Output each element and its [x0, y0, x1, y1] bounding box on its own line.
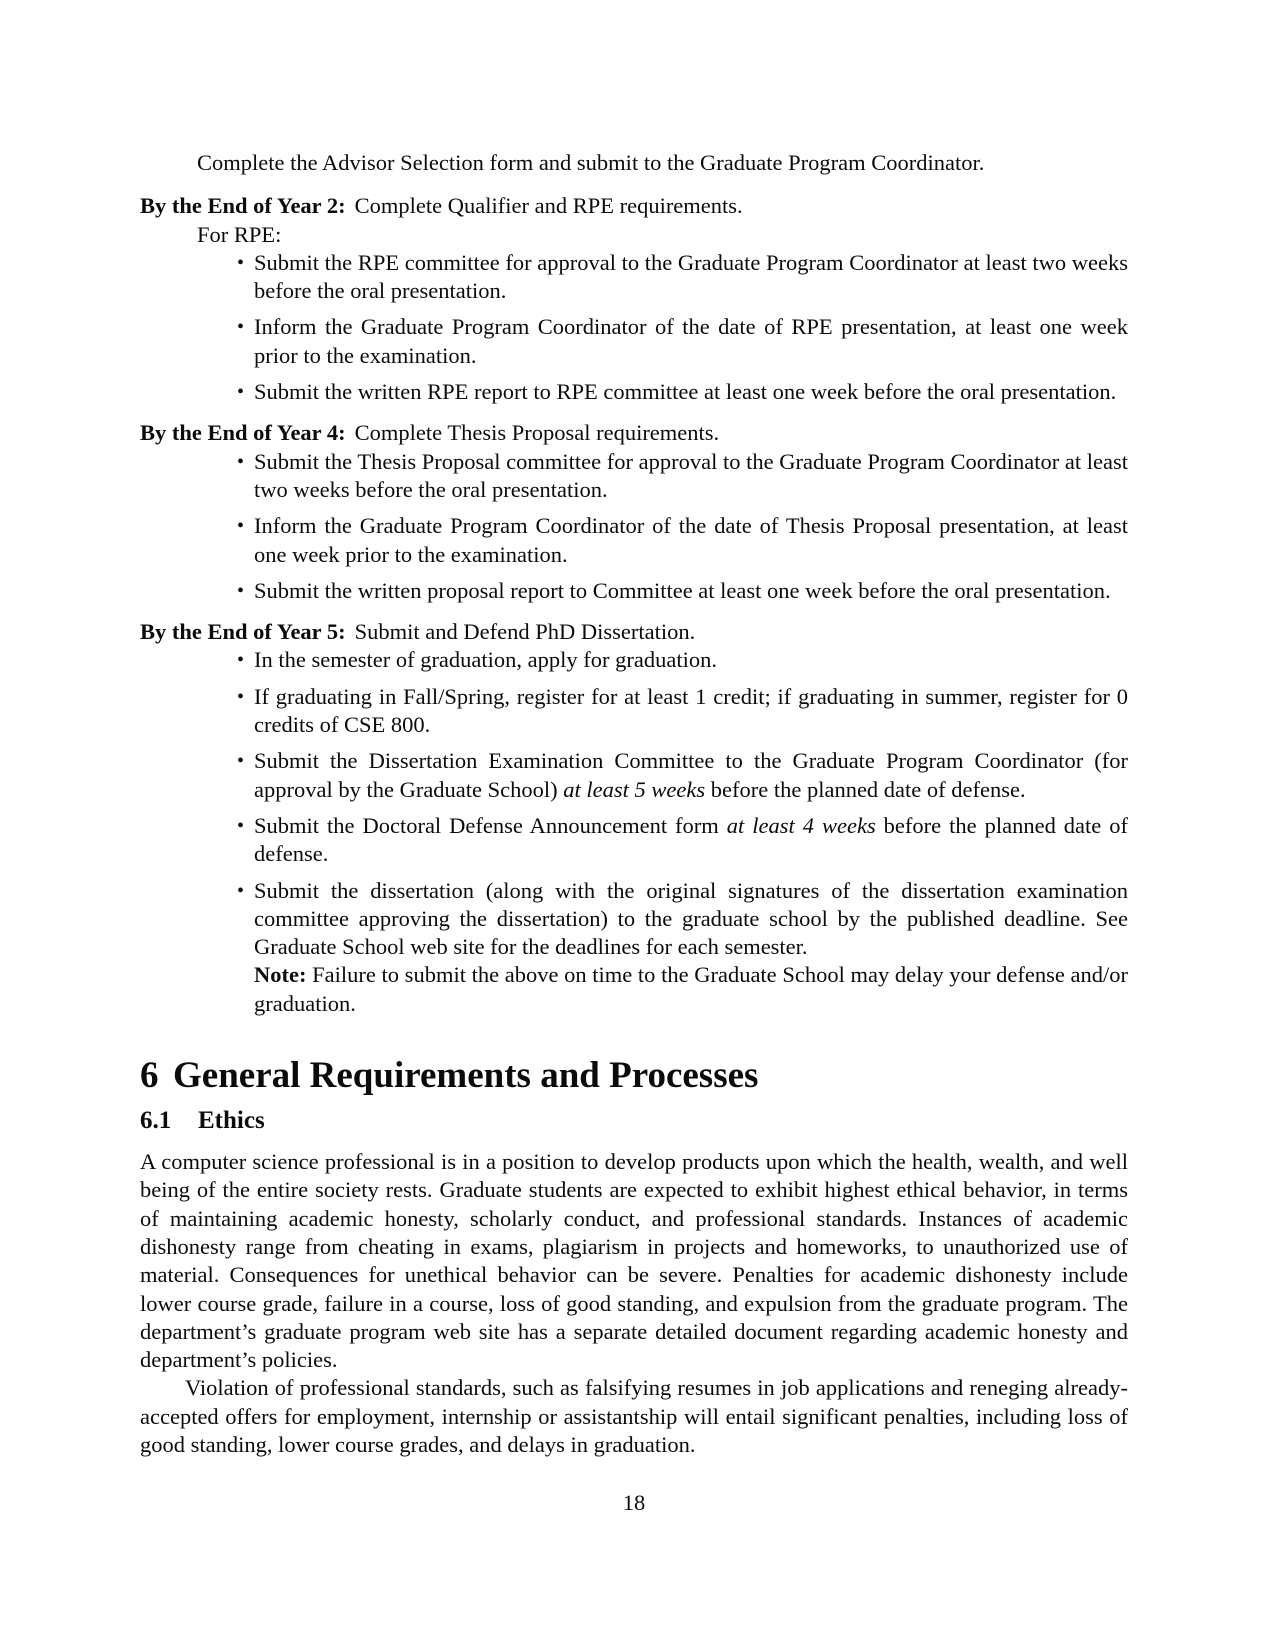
- advisor-selection-text: Complete the Advisor Selection form and submit to the Graduate Program Coordinator.: [197, 150, 985, 175]
- bullet-icon: •: [237, 579, 245, 602]
- bullet-item: [237, 683, 1128, 740]
- bullet-text: before the planned date of defense.: [254, 812, 1128, 867]
- bullet-text: Submit the written RPE report to RPE committee at least one week before the oral presentation.: [254, 379, 1117, 405]
- ethics-paragraph-2: [140, 1374, 1128, 1459]
- bullet-item: [237, 577, 1128, 605]
- milestone-year-5-heading: [140, 618, 1128, 646]
- milestone-year-2-summary: Complete Qualifier and RPE requirements.: [354, 193, 743, 219]
- subsection-number: 6.1: [140, 1107, 172, 1135]
- subsection-title: Ethics: [198, 1107, 265, 1135]
- bullet-text: Inform the Graduate Program Coordinator of the date of Thesis Proposal presentation, at least one week prior to the examination.: [254, 513, 1128, 567]
- bullet-icon: •: [237, 450, 245, 473]
- milestone-year-2-heading: [140, 192, 1128, 220]
- bullet-item: [237, 812, 1128, 869]
- for-rpe-text: For RPE:: [197, 221, 282, 247]
- note-paragraph: [254, 961, 1128, 1018]
- milestone-year-2-bullet-list: [140, 249, 1128, 406]
- milestone-year-4-label: By the End of Year 4:: [140, 420, 346, 446]
- bullet-text: before the planned date of defense.: [705, 776, 1026, 802]
- bullet-text: Submit the dissertation (along with the original signatures of the dissertation examination committee approving the dissertation) to the graduate school by the published deadline. See Graduate School web site for the deadlines for each semester.: [254, 877, 1128, 960]
- milestone-year-4-summary: Complete Thesis Proposal requirements.: [354, 420, 720, 446]
- milestone-year-2-label: By the End of Year 2:: [140, 193, 346, 219]
- ethics-paragraph-1-text: A computer science professional is in a position to develop products upon which the health, wealth, and well being of the entire society rests. Graduate students are expected to exhibit highest ethical behavior, in terms of maintaining academic honesty, scholarly conduct, and professional standards. Instances of academic dishonesty range from cheating in exams, plagiarism in projects and homeworks, to unauthorized use of material. Consequences for unethical behavior can be severe. Penalties for academic dishonesty include lower course grade, failure in a course, loss of good standing, and expulsion from the graduate program. The department’s graduate program web site has a separate detailed document regarding academic honesty and department’s policies.: [140, 1149, 1128, 1373]
- bullet-icon: •: [237, 649, 245, 672]
- note-text: Failure to submit the above on time to the Graduate School may delay your defense and/or graduation.: [254, 962, 1128, 1016]
- section-number: 6: [140, 1055, 159, 1097]
- bullet-item: [237, 313, 1128, 370]
- bullet-icon: •: [237, 879, 245, 902]
- bullet-icon: •: [237, 381, 245, 404]
- section-heading: [140, 1055, 1128, 1096]
- section-title: General Requirements and Processes: [173, 1055, 759, 1097]
- ethics-paragraph-2-text: Violation of professional standards, such as falsifying resumes in job applications and reneging already-accepted offers for employment, internship or assistantship will entail significant penalties, including loss of good standing, lower course grades, and delays in graduation.: [140, 1375, 1128, 1457]
- bullet-item: [237, 747, 1128, 804]
- bullet-text-italic: at least 4 weeks: [726, 812, 876, 838]
- bullet-icon: •: [237, 814, 245, 837]
- bullet-text: Inform the Graduate Program Coordinator of the date of RPE presentation, at least one week prior to the examination.: [254, 314, 1128, 368]
- bullet-item: [237, 448, 1128, 505]
- bullet-text: Submit the written proposal report to Committee at least one week before the oral presentation.: [254, 577, 1111, 603]
- milestone-year-4-bullet-list: [140, 448, 1128, 605]
- bullet-icon: •: [237, 685, 245, 708]
- advisor-selection-paragraph: [197, 149, 1128, 177]
- bullet-text: Submit the Thesis Proposal committee for approval to the Graduate Program Coordinator at least two weeks before the oral presentation.: [254, 448, 1128, 502]
- page-number: [140, 1489, 1128, 1517]
- bullet-item: [237, 877, 1128, 1018]
- bullet-icon: •: [237, 515, 245, 538]
- bullet-item: [237, 512, 1128, 569]
- milestone-year-5-summary: Submit and Defend PhD Dissertation.: [354, 619, 696, 645]
- page-number-text: 18: [622, 1490, 646, 1516]
- note-label: Note:: [254, 962, 307, 988]
- bullet-item: [237, 378, 1128, 406]
- for-rpe-label: [197, 221, 1128, 249]
- milestone-year-5-label: By the End of Year 5:: [140, 619, 346, 645]
- bullet-text: If graduating in Fall/Spring, register for at least 1 credit; if graduating in summer, register for 0 credits of CSE 800.: [254, 683, 1128, 738]
- bullet-text: In the semester of graduation, apply for graduation.: [254, 647, 717, 673]
- bullet-icon: •: [237, 251, 245, 274]
- subsection-heading: [140, 1106, 1128, 1136]
- bullet-text: Submit the Dissertation Examination Committee to the Graduate Program Coordinator (for approval by the Graduate School): [254, 748, 1128, 802]
- bullet-text-italic: at least 5 weeks: [563, 776, 706, 802]
- ethics-paragraph-1: [140, 1148, 1128, 1374]
- bullet-icon: •: [237, 750, 245, 773]
- bullet-item: [237, 249, 1128, 306]
- bullet-item: [237, 646, 1128, 674]
- milestone-year-4-heading: [140, 419, 1128, 447]
- bullet-icon: •: [237, 316, 245, 339]
- bullet-text: Submit the RPE committee for approval to the Graduate Program Coordinator at least two weeks before the oral presentation.: [254, 249, 1128, 304]
- milestone-year-5-bullet-list: [140, 646, 1128, 1018]
- bullet-text: Submit the Doctoral Defense Announcement form: [254, 812, 727, 838]
